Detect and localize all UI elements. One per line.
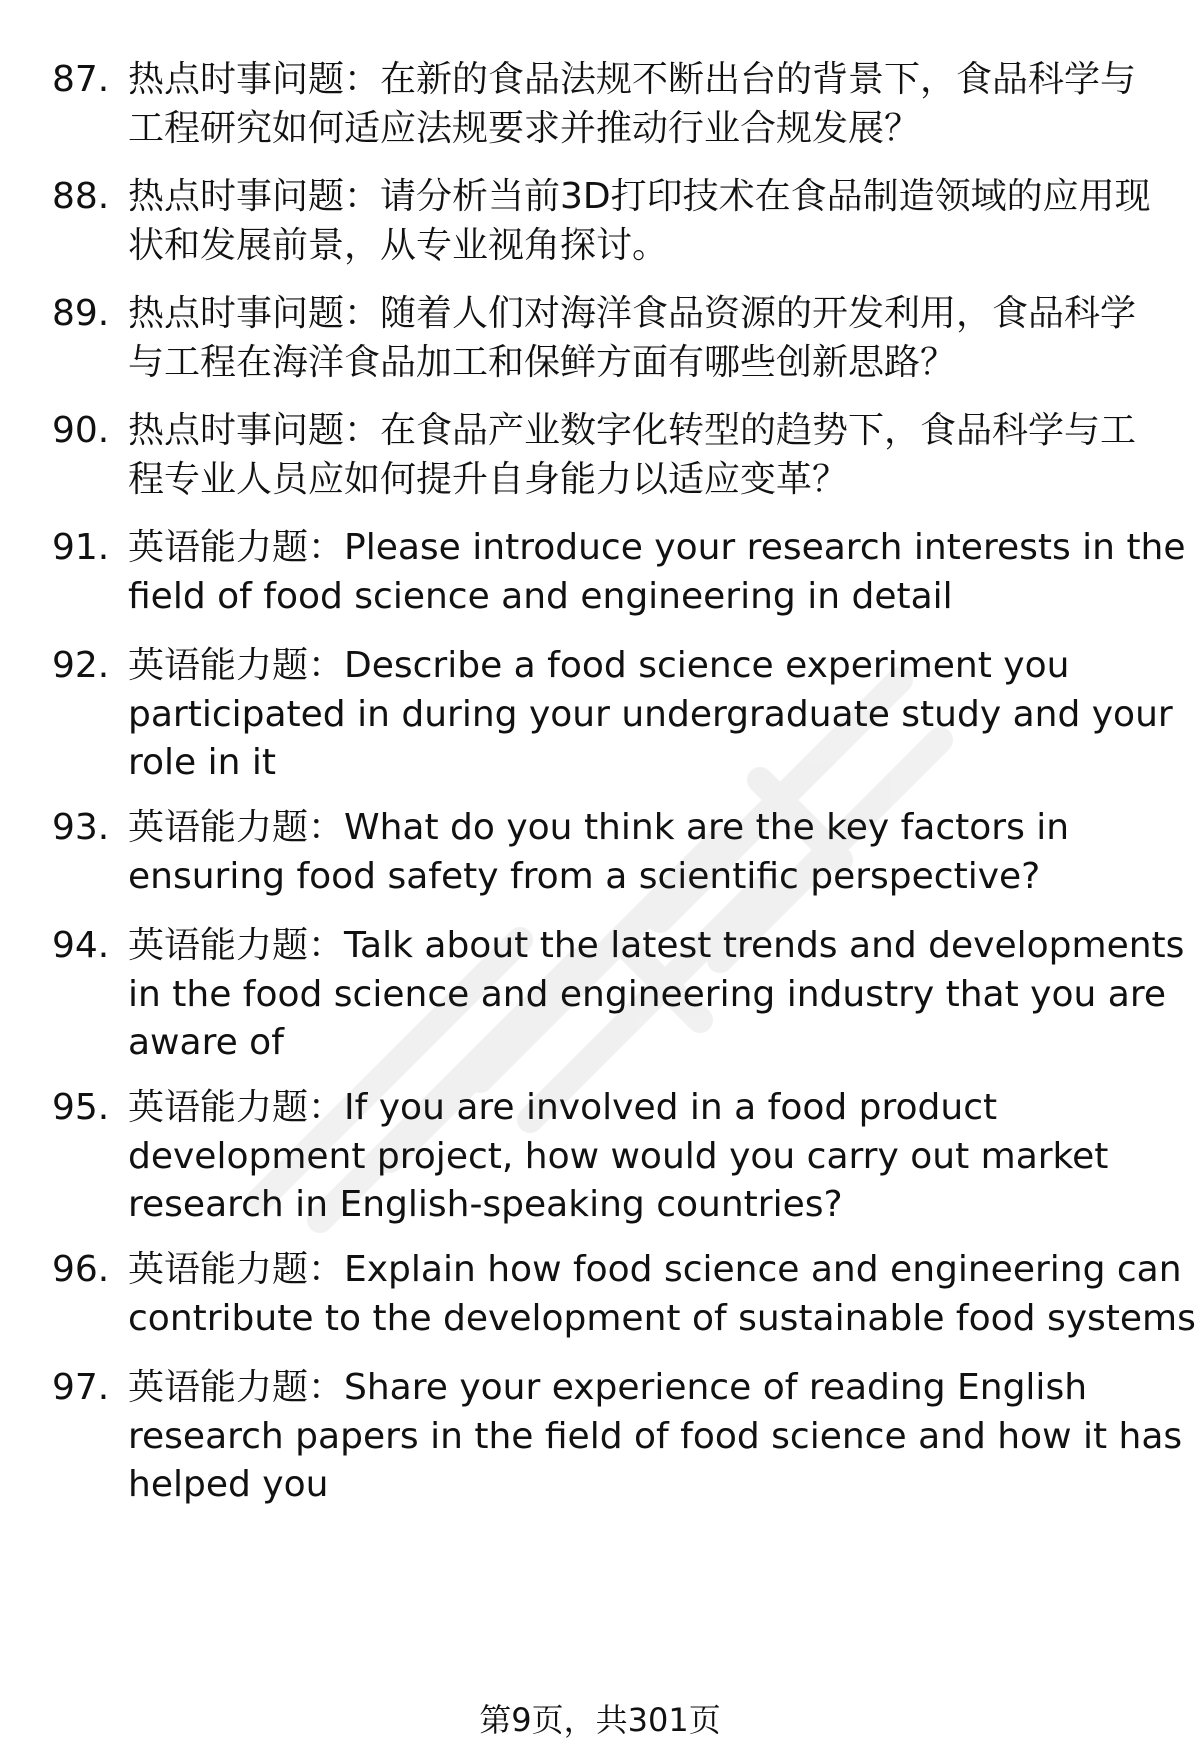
question-89 [52,290,1162,387]
question-line: aware of [128,1022,284,1063]
question-number: 88. [52,176,110,217]
question-text [128,1246,1196,1343]
question-number: 91. [52,527,110,568]
question-line: research papers in the field of food science and how it has [128,1415,1183,1457]
question-line: 英语能力题：Describe a food science experiment you [128,645,1070,686]
question-line: 英语能力题：Explain how food science and engineering can [128,1249,1182,1290]
question-92 [52,642,1173,788]
question-line: ensuring food safety from a scientific perspective? [128,855,1041,897]
question-number: 97. [52,1367,110,1408]
question-number: 90. [52,410,110,451]
question-text [128,642,1173,788]
question-number: 89. [52,293,110,334]
question-97 [52,1364,1183,1510]
question-number: 95. [52,1087,110,1128]
question-line: 英语能力题：Please introduce your research interests in the [128,527,1186,568]
question-line: development project, how would you carry out market [128,1135,1109,1177]
question-text [128,524,1186,621]
question-line: participated in during your undergraduate study and your [128,693,1173,735]
question-87 [52,56,1162,153]
question-text [128,922,1185,1068]
question-number: 94. [52,925,110,966]
question-line: 英语能力题：Share your experience of reading English [128,1367,1088,1408]
question-text [128,173,1162,270]
question-line: 热点时事问题：在新的食品法规不断出台的背景下，食品科学与 [128,59,1137,100]
page-footer: 第9页，共301页 [479,1701,721,1739]
question-line: in the food science and engineering industry that you are [128,973,1166,1015]
question-line: 工程研究如何适应法规要求并推动行业合规发展？ [128,107,921,149]
question-line: 程专业人员应如何提升自身能力以适应变革？ [128,458,849,500]
question-text [128,290,1162,387]
question-line: 与工程在海洋食品加工和保鲜方面有哪些创新思路？ [128,341,957,383]
question-text [128,407,1162,504]
question-93 [52,804,1162,901]
question-number: 87. [52,59,110,100]
question-text [128,1364,1183,1510]
question-line: field of food science and engineering in detail [128,575,953,617]
question-line: contribute to the development of sustainable food systems [128,1297,1196,1339]
question-line: 英语能力题：Talk about the latest trends and developments [128,925,1185,966]
question-line: 英语能力题：What do you think are the key factors in [128,807,1070,848]
question-91 [52,524,1186,621]
question-line: role in it [128,742,277,783]
question-text [128,1084,1162,1230]
question-90 [52,407,1162,504]
question-line: 热点时事问题：随着人们对海洋食品资源的开发利用，食品科学 [128,293,1137,334]
question-95 [52,1084,1162,1230]
question-text [128,804,1162,901]
question-line: 热点时事问题：请分析当前3D打印技术在食品制造领域的应用现 [128,176,1151,217]
question-94 [52,922,1185,1068]
question-96 [52,1246,1196,1343]
question-line: 状和发展前景，从专业视角探讨。 [128,224,669,266]
question-number: 92. [52,645,110,686]
question-line: 热点时事问题：在食品产业数字化转型的趋势下，食品科学与工 [128,410,1137,451]
question-number: 96. [52,1249,110,1290]
question-88 [52,173,1162,270]
question-number: 93. [52,807,110,848]
question-text [128,56,1162,153]
question-line: 英语能力题：If you are involved in a food product [128,1087,998,1128]
question-line: research in English-speaking countries? [128,1184,843,1225]
question-line: helped you [128,1464,329,1505]
